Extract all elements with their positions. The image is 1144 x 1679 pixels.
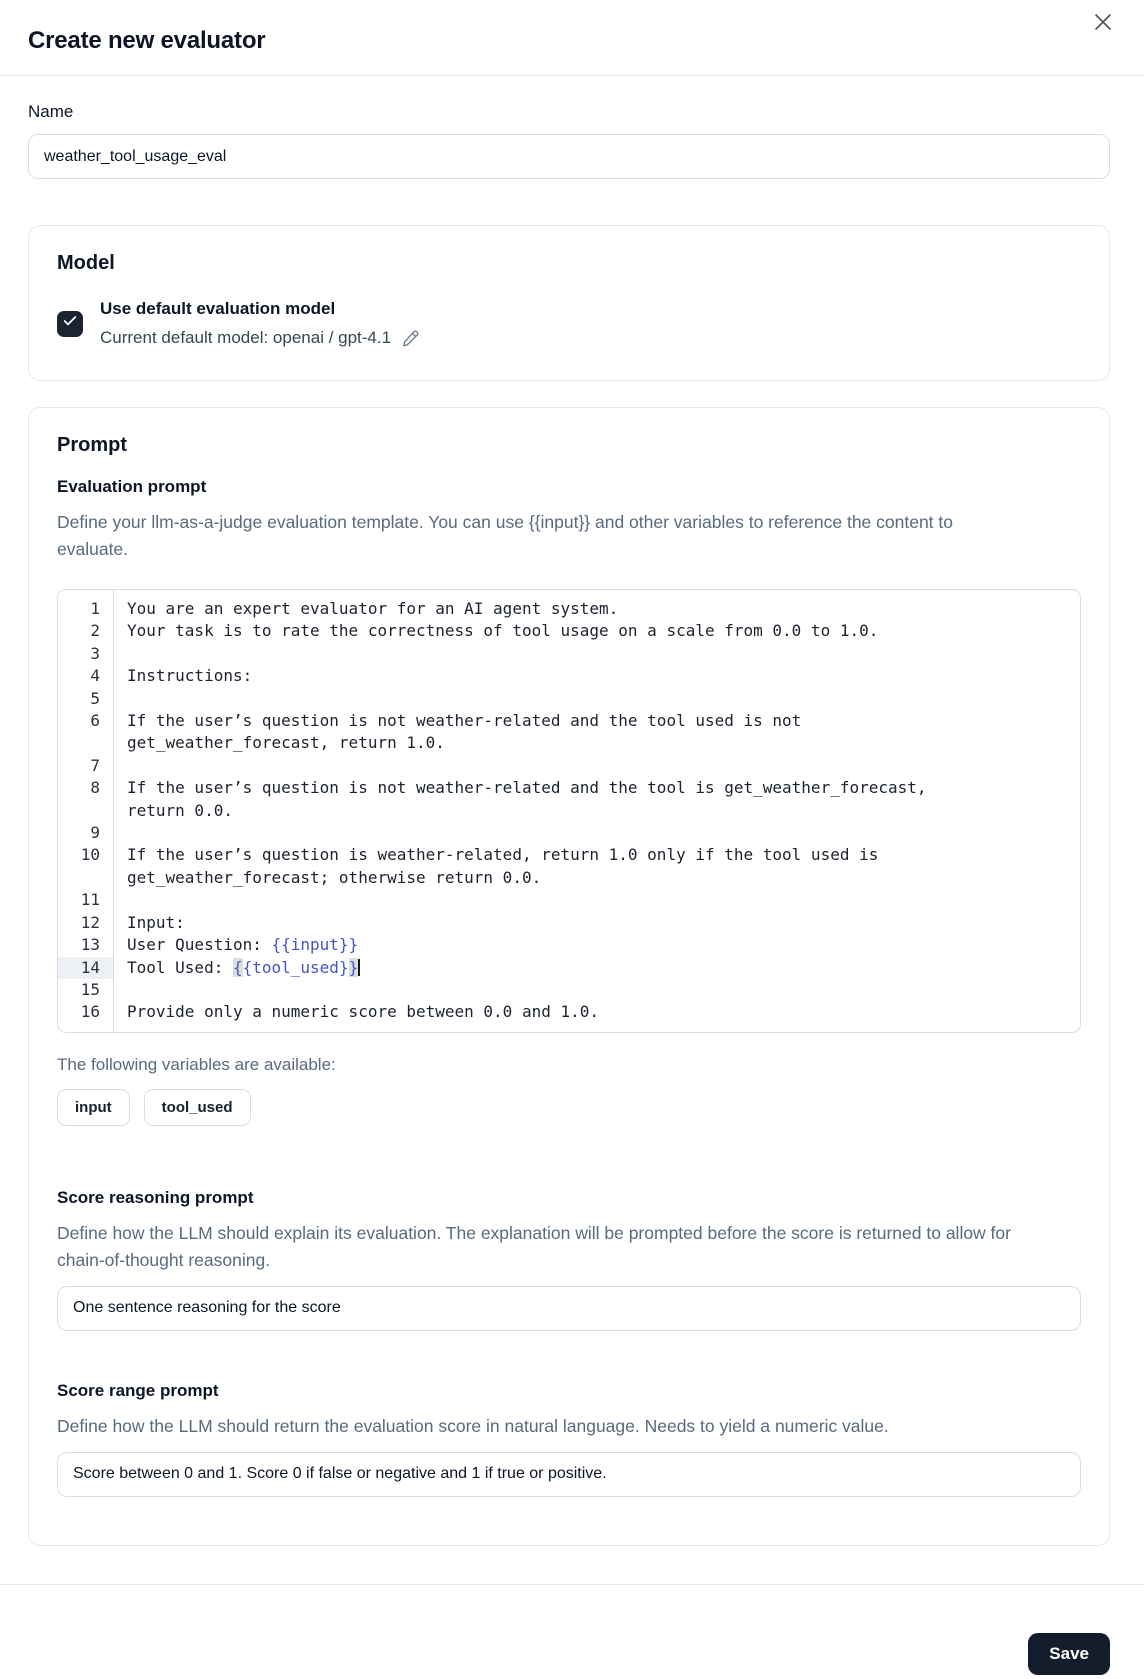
line-number: 14 [58,957,113,979]
line-content: Your task is to rate the correctness of tool usage on a scale from 0.0 to 1.0. [127,621,879,641]
editor-line [58,979,1080,1001]
evaluation-prompt-label: Evaluation prompt [57,477,207,496]
editor-line [58,912,1080,934]
line-content: User Question: {{input}} [127,935,359,955]
current-default-model-text: Current default model: openai / gpt-4.1 [100,328,392,347]
score-range-input[interactable] [57,1452,1081,1497]
close-icon [1092,11,1114,36]
editor-line [58,688,1080,710]
line-content: get_weather_forecast; otherwise return 0.0. [127,867,542,887]
line-content: Instructions: [127,666,253,686]
editor-line [58,620,1080,642]
editor-line [58,800,1080,822]
line-number [58,800,113,822]
close-button[interactable] [1088,8,1118,38]
evaluation-prompt-editor[interactable] [57,589,1081,1033]
save-button[interactable]: Save [1028,1633,1110,1675]
line-content [113,688,143,710]
name-input[interactable] [28,134,1110,179]
default-model-text-block [100,297,420,350]
line-content [113,755,143,777]
editor-line [58,732,1080,754]
editor-line [58,665,1080,687]
line-number: 12 [80,912,100,932]
variable-chip-input[interactable]: input [57,1089,130,1126]
line-content [113,979,143,1001]
editor-line [58,1001,1080,1023]
line-content: If the user’s question is not weather-related and the tool used is not [127,711,802,731]
score-range-label: Score range prompt [57,1380,219,1400]
footer-divider [0,1584,1144,1585]
score-reasoning-description: Define how the LLM should explain its evaluation. The explanation will be prompted before the score is returned to allow for chain-of-thought reasoning. [57,1222,1011,1270]
model-card-title: Model [57,252,115,274]
editor-line [58,777,1080,799]
line-number: 10 [80,845,100,865]
editor-line [58,844,1080,866]
line-content: get_weather_forecast, return 1.0. [127,733,445,753]
modal-body [0,102,1144,1546]
name-label: Name [28,102,74,121]
editor-line [58,889,1080,911]
modal-footer [0,1593,1144,1679]
line-content: Tool Used: {{tool_used}} [127,957,359,977]
editor-line [58,598,1080,620]
line-content: Provide only a numeric score between 0.0 and 1.0. [127,1002,600,1022]
line-number: 8 [90,778,100,798]
line-number: 13 [80,935,100,955]
editor-line [58,643,1080,665]
default-model-row [57,297,1081,350]
score-reasoning-input[interactable] [57,1286,1081,1331]
line-number [58,732,113,754]
line-number: 15 [80,979,100,999]
text-cursor [358,959,360,976]
line-number: 1 [90,599,100,618]
line-number: 16 [80,1002,100,1022]
line-number: 5 [90,688,100,708]
prompt-card [28,407,1110,1546]
checkmark-icon [62,313,78,334]
edit-model-pencil-icon[interactable] [401,329,420,348]
line-number: 2 [90,621,100,641]
line-number: 11 [80,890,100,910]
editor-line [58,867,1080,889]
variable-chips [57,1089,1081,1126]
editor-line [58,755,1080,777]
line-content: You are an expert evaluator for an AI agent system. [127,599,619,618]
line-number: 7 [90,755,100,775]
evaluation-prompt-description: Define your llm-as-a-judge evaluation template. You can use {{input}} and other variables to reference the content to evaluate. [57,512,954,559]
use-default-model-checkbox[interactable] [57,311,83,337]
score-reasoning-label: Score reasoning prompt [57,1187,254,1207]
variable-chip-tool_used[interactable]: tool_used [144,1089,251,1126]
model-card [28,225,1110,381]
line-content: Input: [127,912,185,932]
line-number: 4 [90,666,100,686]
editor-line [58,710,1080,732]
editor-line [58,822,1080,844]
editor-line [58,934,1080,956]
editor-line [58,957,1080,979]
line-content: If the user’s question is weather-related, return 1.0 only if the tool used is [127,845,879,865]
page-title: Create new evaluator [28,27,266,54]
line-number: 3 [90,643,100,663]
line-content [113,643,143,665]
line-number: 9 [90,823,100,843]
line-content [113,822,143,844]
score-range-description: Define how the LLM should return the evaluation score in natural language. Needs to yield a numeric value. [57,1415,889,1436]
variables-available-label: The following variables are available: [57,1054,336,1074]
line-number: 6 [90,711,100,731]
line-content: If the user’s question is not weather-related and the tool is get_weather_forecast, [127,778,927,798]
line-content [113,889,143,911]
prompt-card-title: Prompt [57,434,127,456]
line-number [58,867,113,889]
line-content: return 0.0. [127,800,233,820]
use-default-model-label: Use default evaluation model [100,299,336,318]
modal-header [0,0,1144,76]
